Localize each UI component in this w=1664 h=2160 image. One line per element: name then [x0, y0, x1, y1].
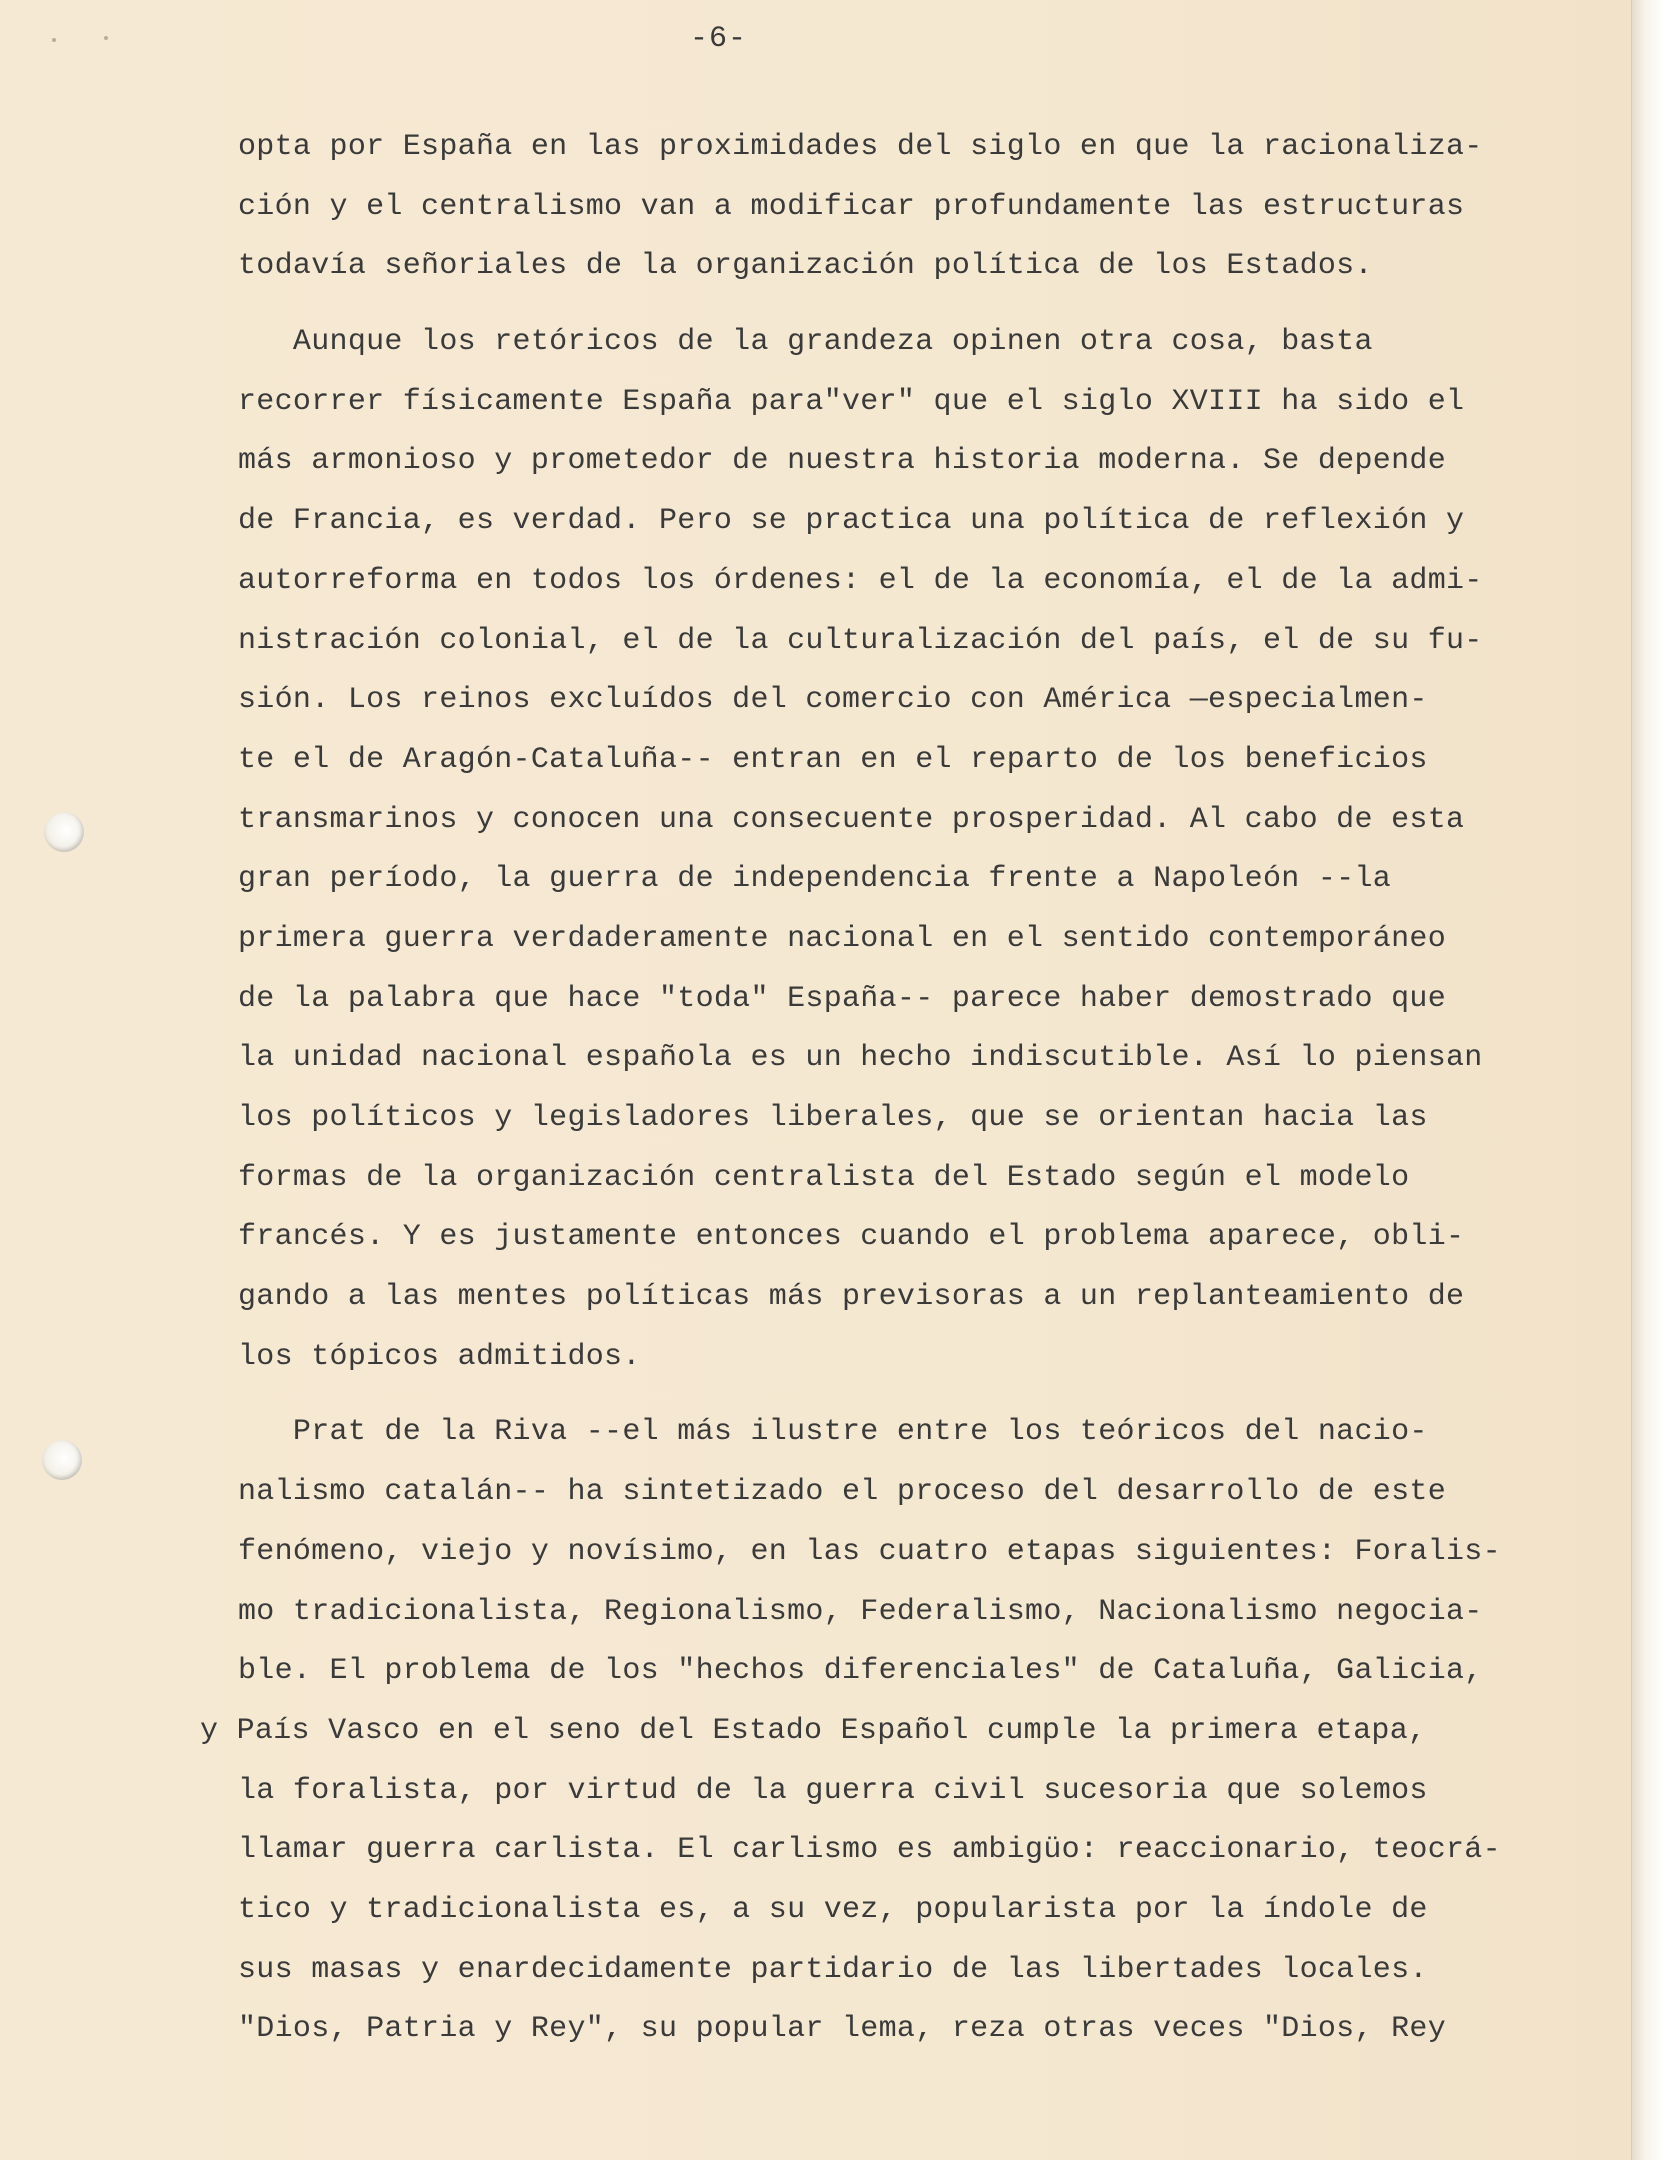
text-line: gran período, la guerra de independencia frente a Napoleón --la	[238, 862, 1392, 897]
text-line: "Dios, Patria y Rey", su popular lema, reza otras veces "Dios, Rey	[238, 2012, 1446, 2047]
text-line: más armonioso y prometedor de nuestra historia moderna. Se depende	[238, 444, 1446, 479]
text-line: tico y tradicionalista es, a su vez, popularista por la índole de	[238, 1892, 1428, 1927]
text-line: opta por España en las proximidades del siglo en que la racionaliza-	[238, 130, 1483, 164]
text-line: gando a las mentes políticas más previsoras a un replanteamiento de	[238, 1280, 1465, 1315]
paragraph-3	[200, 1403, 1638, 2060]
text-line: mo tradicionalista, Regionalismo, Federalismo, Nacionalismo negocia-	[238, 1594, 1483, 1629]
text-line: autorreforma en todos los órdenes: el de la economía, el de la admi-	[238, 563, 1483, 598]
text-line: primera guerra verdaderamente nacional en el sentido contemporáneo	[238, 921, 1446, 956]
text-line: la foralista, por virtud de la guerra civil sucesoria que solemos	[238, 1773, 1428, 1808]
text-line: nistración colonial, el de la culturalización del país, el de su fu-	[238, 623, 1483, 658]
text-line: ble. El problema de los "hechos diferenciales" de Cataluña, Galicia,	[238, 1654, 1483, 1689]
text-line: nalismo catalán-- ha sintetizado el proceso del desarrollo de este	[238, 1475, 1446, 1510]
punch-hole	[42, 1440, 82, 1480]
paper-speck	[104, 36, 108, 40]
text-line: recorrer físicamente España para"ver" que el siglo XVIII ha sido el	[238, 384, 1465, 419]
text-line: fenómeno, viejo y novísimo, en las cuatro etapas siguientes: Foralis-	[238, 1534, 1501, 1569]
text-line: todavía señoriales de la organización política de los Estados.	[238, 249, 1373, 284]
text-line: ción y el centralismo van a modificar profundamente las estructuras	[238, 189, 1465, 224]
text-line: Aunque los retóricos de la grandeza opinen otra cosa, basta	[238, 325, 1373, 360]
paragraph-2	[238, 313, 1638, 1387]
text-line: de Francia, es verdad. Pero se practica una política de reflexión y	[238, 504, 1465, 539]
text-line: francés. Y es justamente entonces cuando el problema aparece, obli-	[238, 1220, 1465, 1255]
punch-hole	[44, 812, 84, 852]
text-line: Prat de la Riva --el más ilustre entre los teóricos del nacio-	[238, 1415, 1428, 1450]
document-body	[200, 118, 1638, 2060]
paragraph-1	[238, 118, 1638, 297]
text-line: sión. Los reinos excluídos del comercio con América —especialmen-	[238, 683, 1428, 718]
text-line: los tópicos admitidos.	[238, 1339, 641, 1374]
text-line: de la palabra que hace "toda" España-- parece haber demostrado que	[238, 981, 1446, 1016]
text-line: la unidad nacional española es un hecho indiscutible. Así lo piensan	[238, 1041, 1483, 1076]
text-line: formas de la organización centralista del Estado según el modelo	[238, 1160, 1410, 1195]
text-line: los políticos y legisladores liberales, que se orientan hacia las	[238, 1101, 1428, 1135]
paper-speck	[52, 38, 56, 42]
text-line: transmarinos y conocen una consecuente prosperidad. Al cabo de esta	[238, 802, 1465, 837]
page-number: -6-	[690, 22, 748, 56]
text-line: y País Vasco en el seno del Estado Español cumple la primera etapa,	[200, 1713, 1427, 1748]
text-line: sus masas y enardecidamente partidario de las libertades locales.	[238, 1952, 1428, 1987]
text-line: te el de Aragón-Cataluña-- entran en el reparto de los beneficios	[238, 742, 1428, 777]
text-line: llamar guerra carlista. El carlismo es ambigüo: reaccionario, teocrá-	[238, 1833, 1501, 1868]
